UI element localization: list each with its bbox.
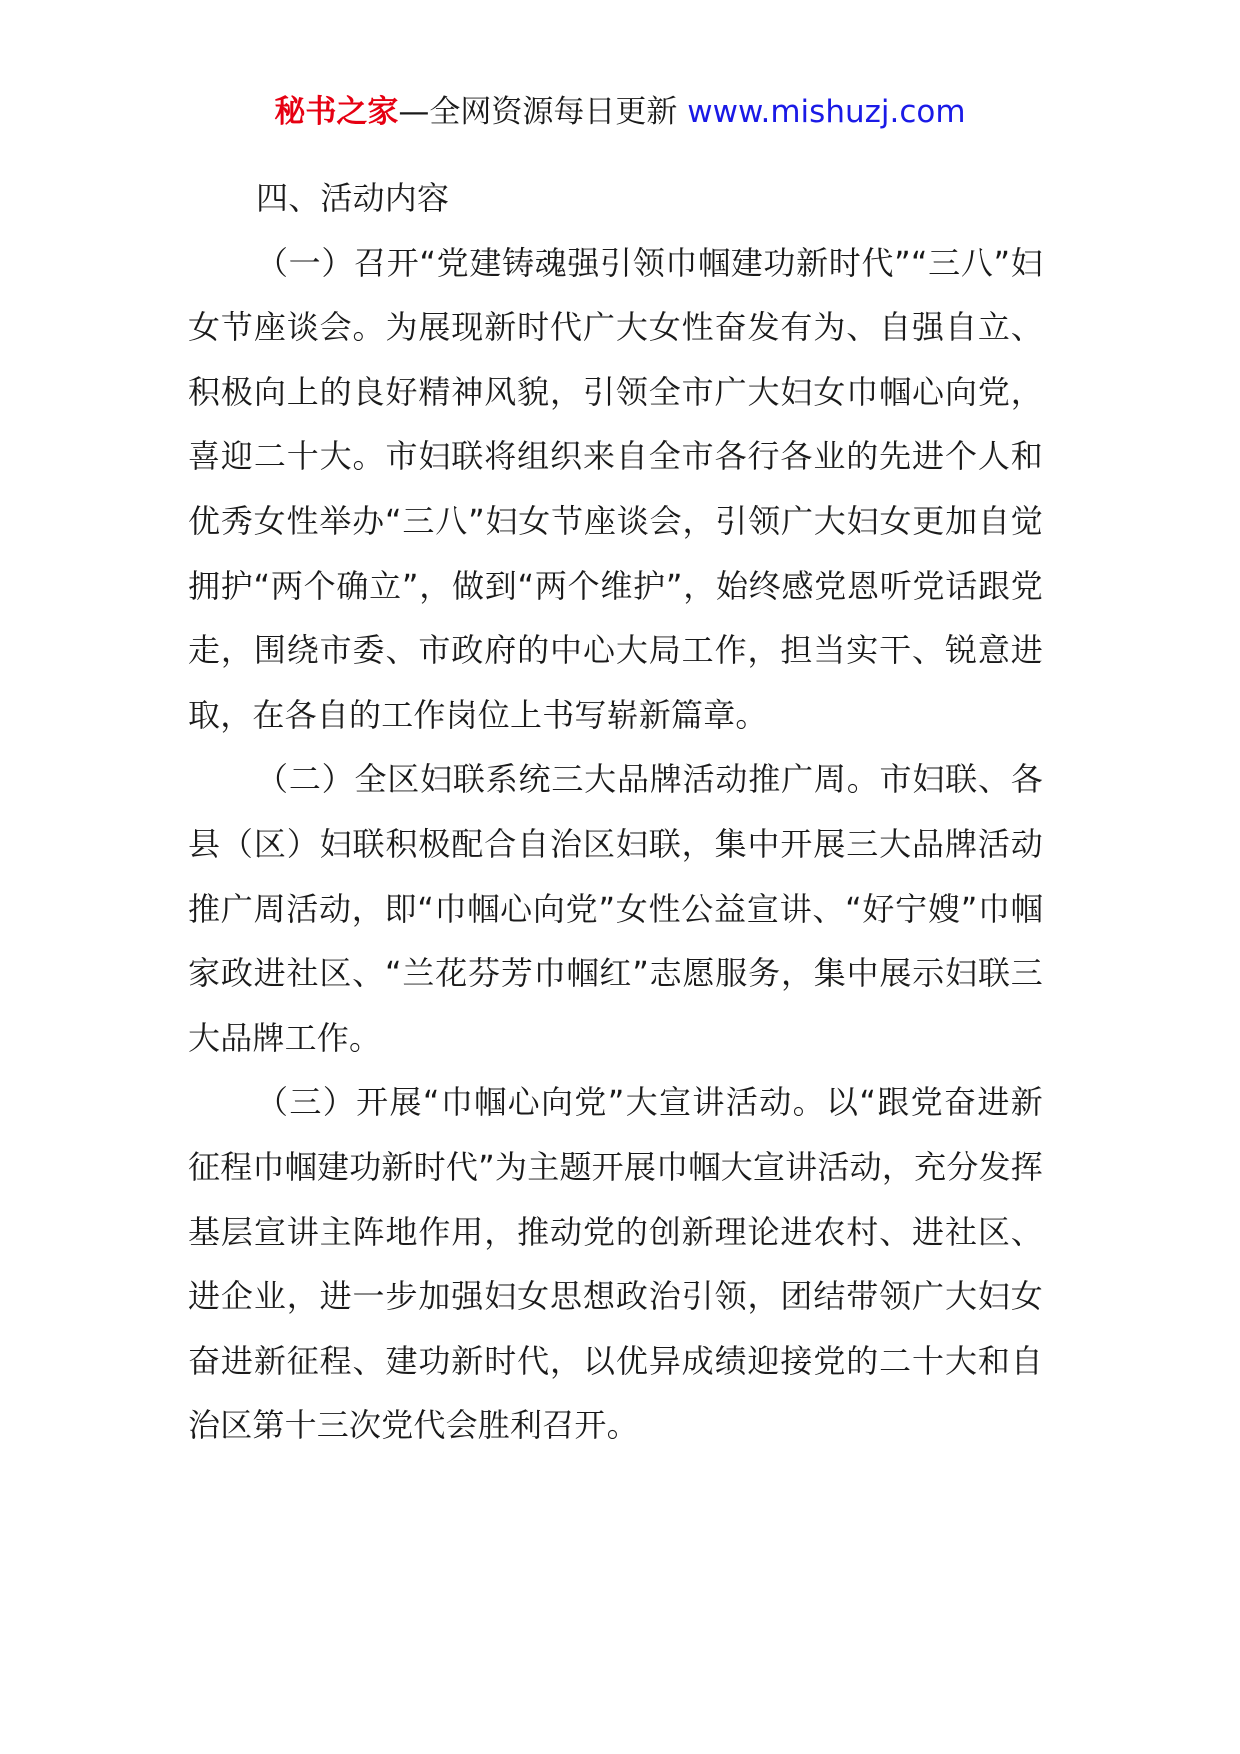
header-tagline: —全网资源每日更新 [398,94,678,130]
brand-name: 秘书之家 [274,94,399,130]
site-url-link[interactable]: www.mishuzj.com [687,94,966,130]
site-header [0,92,1240,132]
paragraph-3: （三）开展“巾帼心向党”大宣讲活动。以“跟党奋进新征程巾帼建功新时代”为主题开展巾帼大宣讲活动，充分发挥基层宣讲主阵地作用，推动党的创新理论进农村、进社区、进企业，进一步加强妇女思想政治引领，团结带领广大妇女奋进新征程、建功新时代，以优异成绩迎接党的二十大和自治区第十三次党代会胜利召开。 [188,1083,1043,1445]
paragraph-2: （二）全区妇联系统三大品牌活动推广周。市妇联、各县（区）妇联积极配合自治区妇联，集中开展三大品牌活动推广周活动，即“巾帼心向党”女性公益宣讲、“好宁嫂”巾帼家政进社区、“兰花芬芳巾帼红”志愿服务，集中展示妇联三大品牌工作。 [188,760,1043,1057]
document-body [188,166,1043,1458]
section-heading: 四、活动内容 [256,179,450,217]
paragraph-1: （一）召开“党建铸魂强引领巾帼建功新时代”“三八”妇女节座谈会。为展现新时代广大女性奋发有为、自强自立、积极向上的良好精神风貌，引领全市广大妇女巾帼心向党，喜迎二十大。市妇联将组织来自全市各行各业的先进个人和优秀女性举办“三八”妇女节座谈会，引领广大妇女更加自觉拥护“两个确立”，做到“两个维护”，始终感党恩听党话跟党走，围绕市委、市政府的中心大局工作，担当实干、锐意进取，在各自的工作岗位上书写崭新篇章。 [188,243,1043,734]
